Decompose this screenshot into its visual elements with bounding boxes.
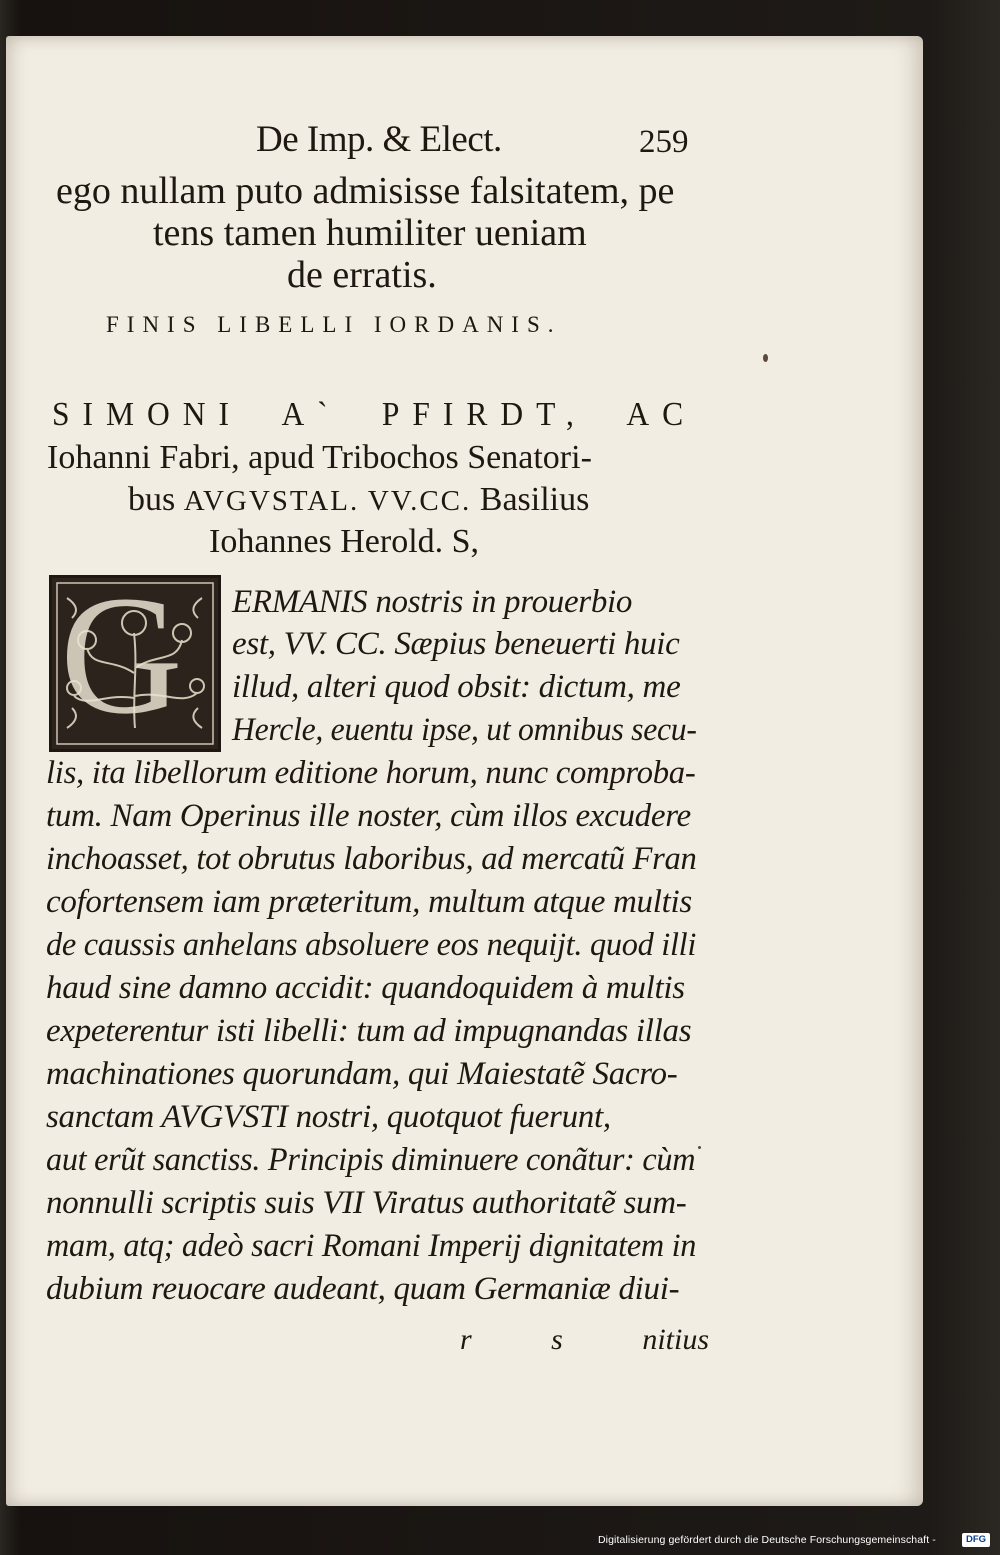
- paper-page: [6, 36, 923, 1506]
- dedication-line-4: Iohannes Herold. S,: [209, 523, 480, 560]
- dedication-line-1: SIMONI A` PFIRDT, AC: [52, 396, 697, 433]
- body-line-9: de caussis anhelans absoluere eos nequijt. quod illi: [46, 927, 697, 963]
- body-line-2: est, VV. CC. Sæpius beneuerti huic: [232, 626, 680, 662]
- body-line-11: expeterentur isti libelli: tum ad impugnandas illas: [46, 1013, 692, 1049]
- running-head: De Imp. & Elect.: [256, 119, 502, 160]
- catchword: r s nitius: [460, 1323, 710, 1356]
- body-line-5: lis, ita libellorum editione horum, nunc comproba-: [46, 755, 696, 791]
- body-line-12: machinationes quorundam, qui Maiestatẽ Sacro-: [46, 1056, 678, 1092]
- paper-speck: [763, 354, 768, 362]
- closing-line-1: ego nullam puto admisisse falsitatem, pe: [56, 170, 675, 212]
- body-line-1: ERMANIS nostris in prouerbio: [232, 584, 633, 620]
- dedication-line-3-start: bus: [128, 481, 184, 518]
- dedication-line-3: [128, 481, 589, 519]
- body-line-6: tum. Nam Operinus ille noster, cùm illos excudere: [46, 798, 691, 834]
- closing-line-2: tens tamen humiliter ueniam: [153, 212, 587, 254]
- paper-speck: [698, 1146, 701, 1149]
- body-line-7: inchoasset, tot obrutus laboribus, ad mercatũ Fran: [46, 841, 697, 877]
- body-line-10: haud sine damno accidit: quandoquidem à multis: [46, 970, 685, 1006]
- dedication-line-2: Iohanni Fabri, apud Tribochos Senatori-: [47, 439, 592, 476]
- body-line-13: sanctam AVGVSTI nostri, quotquot fuerunt,: [46, 1099, 611, 1135]
- closing-line-3: de erratis.: [287, 254, 437, 296]
- body-line-4: Hercle, euentu ipse, ut omnibus secu-: [232, 712, 697, 748]
- dedication-caps: AVGVSTAL. VV.CC.: [183, 485, 472, 517]
- digitization-credit: Digitalisierung gefördert durch die Deutsche Forschungsgemeinschaft -: [598, 1534, 936, 1546]
- body-line-14: aut erũt sanctiss. Principis diminuere conãtur: cùm: [46, 1142, 696, 1178]
- dfg-logo: DFG: [962, 1533, 990, 1547]
- colophon: FINIS LIBELLI IORDANIS.: [106, 312, 562, 337]
- body-line-16: mam, atq; adeò sacri Romani Imperij dignitatem in: [46, 1228, 697, 1264]
- page-number: 259: [639, 124, 689, 160]
- body-line-3: illud, alteri quod obsit: dictum, me: [232, 669, 681, 705]
- dedication-line-3-end: Basilius: [471, 481, 590, 518]
- body-line-17: dubium reuocare audeant, quam Germaniæ diui-: [46, 1271, 680, 1307]
- body-line-15: nonnulli scriptis suis VII Viratus authoritatẽ sum-: [46, 1185, 687, 1221]
- initial-letter: G: [60, 575, 183, 749]
- decorated-initial-g: [49, 575, 221, 752]
- body-line-8: cofortensem iam præteritum, multum atque multis: [46, 884, 692, 920]
